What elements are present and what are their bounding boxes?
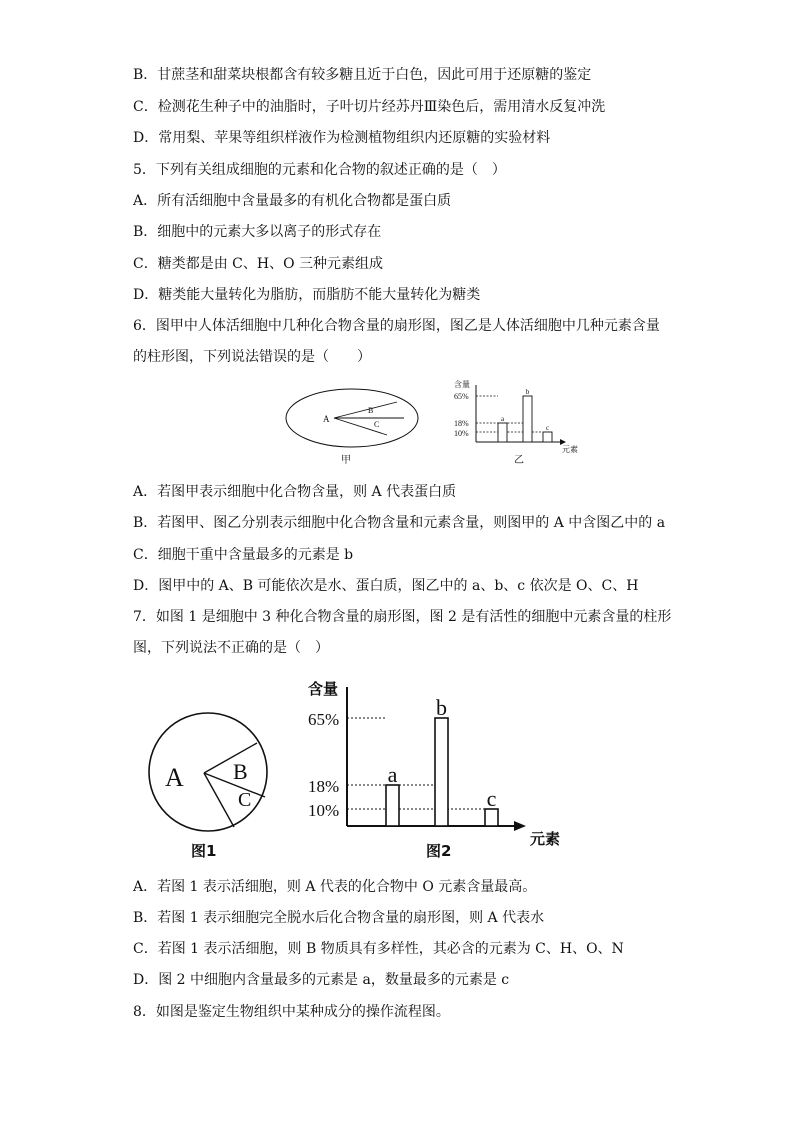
option-6a: A．若图甲表示细胞中化合物含量，则 A 代表蛋白质 — [133, 484, 457, 500]
option-4c: C．检测花生种子中的油脂时，子叶切片经苏丹Ⅲ染色后，需用清水反复冲洗 — [133, 99, 606, 115]
fig1-label-c: C — [238, 789, 252, 811]
fig1-label-a: A — [165, 763, 184, 792]
option-5c: C．糖类都是由 C、H、O 三种元素组成 — [133, 256, 384, 272]
fig2-xlabel: 元素 — [530, 830, 561, 848]
fig2-bar-c — [485, 809, 498, 826]
figure-jia — [282, 385, 422, 467]
figure-1 — [140, 685, 280, 863]
option-6b: B．若图甲、图乙分别表示细胞中化合物含量和元素含量，则图甲的 A 中含图乙中的 a — [133, 515, 666, 531]
option-7b: B．若图 1 表示细胞完全脱水后化合物含量的扇形图，则 A 代表水 — [133, 910, 545, 926]
option-4b: B．甘蔗茎和甜菜块根都含有较多糖且近于白色，因此可用于还原糖的鉴定 — [133, 67, 592, 83]
yi-bar-b — [523, 396, 532, 442]
fig1-caption: 图1 — [191, 842, 217, 860]
option-5d: D．糖类能大量转化为脂肪，而脂肪不能大量转化为糖类 — [133, 287, 481, 303]
question-7-line1: 7．如图 1 是细胞中 3 种化合物含量的扇形图，图 2 是有活性的细胞中元素含量的柱形 — [133, 609, 672, 625]
question-6-line1: 6．图甲中人体活细胞中几种化合物含量的扇形图，图乙是人体活细胞中几种元素含量 — [133, 318, 660, 334]
fig2-ylabel: 含量 — [308, 680, 339, 698]
jia-caption: 甲 — [341, 455, 351, 466]
option-6c: C．细胞干重中含量最多的元素是 b — [133, 547, 354, 563]
yi-xlabel: 元素 — [562, 445, 578, 454]
yi-bar-c — [543, 432, 552, 442]
yi-bar-label-a: a — [500, 415, 505, 423]
option-7d: D．图 2 中细胞内含量最多的元素是 a，数量最多的元素是 c — [133, 972, 510, 988]
yi-caption: 乙 — [514, 455, 524, 466]
fig2-tick-65: 65% — [308, 710, 340, 729]
yi-tick-10: 10% — [454, 429, 469, 438]
fig2-tick-18: 18% — [308, 777, 340, 796]
option-7a: A．若图 1 表示活细胞，则 A 代表的化合物中 O 元素含量最高。 — [133, 879, 537, 895]
yi-tick-65: 65% — [454, 392, 469, 401]
fig2-bar-b — [435, 718, 448, 826]
figure-2 — [300, 675, 570, 863]
option-5a: A．所有活细胞中含量最多的有机化合物都是蛋白质 — [133, 193, 452, 209]
yi-ylabel: 含量 — [454, 380, 470, 389]
option-4d: D．常用梨、苹果等组织样液作为检测植物组织内还原糖的实验材料 — [133, 130, 551, 146]
option-6d: D．图甲中的 A、B 可能依次是水、蛋白质，图乙中的 a、b、c 依次是 O、C、H — [133, 578, 639, 594]
fig2-bar-label-c: c — [486, 786, 497, 811]
fig2-bar-label-a: a — [387, 762, 398, 787]
yi-bar-label-c: c — [545, 424, 550, 432]
figure-yi — [448, 375, 588, 467]
fig2-bar-label-b: b — [436, 695, 447, 720]
yi-bar-a — [498, 423, 507, 442]
fig2-bar-a — [386, 785, 399, 826]
fig1-label-b: B — [233, 759, 248, 784]
question-5: 5．下列有关组成细胞的元素和化合物的叙述正确的是（ ） — [133, 162, 506, 178]
yi-bar-label-b: b — [525, 388, 530, 396]
jia-label-c: C — [374, 420, 380, 429]
question-8: 8．如图是鉴定生物组织中某种成分的操作流程图。 — [133, 1004, 450, 1020]
fig2-caption: 图2 — [426, 842, 452, 860]
option-5b: B．细胞中的元素大多以离子的形式存在 — [133, 224, 382, 240]
option-7c: C．若图 1 表示活细胞，则 B 物质具有多样性，其必含的元素为 C、H、O、N — [133, 941, 624, 957]
question-7-line2: 图，下列说法不正确的是（ ） — [133, 640, 329, 656]
jia-label-a: A — [323, 414, 330, 424]
question-6-line2: 的柱形图，下列说法错误的是（ ） — [133, 349, 371, 365]
fig2-tick-10: 10% — [308, 801, 340, 820]
yi-tick-18: 18% — [454, 419, 469, 428]
jia-label-b: B — [368, 406, 374, 415]
